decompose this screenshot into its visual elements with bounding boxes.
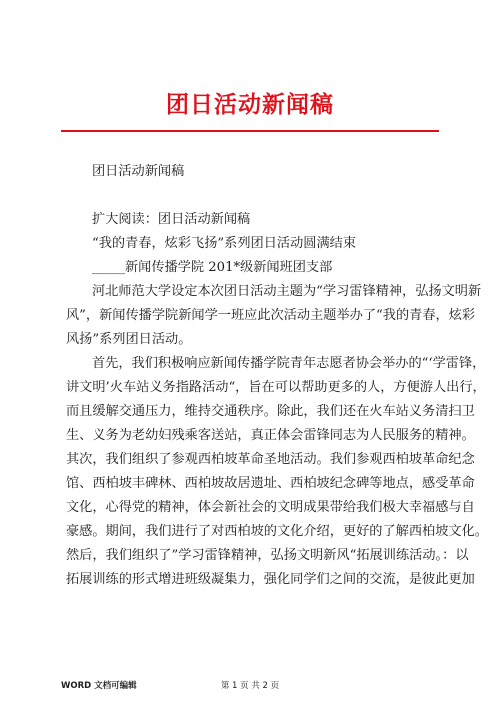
text-line: 豪感。期间，我们进行了对西柏坡的文化介绍，更好的了解西柏坡文化。 xyxy=(66,524,488,539)
title-divider xyxy=(61,130,439,132)
text-line: 生、义务为老幼妇残乘客送站，真正体会雷锋同志为人民服务的精神。 xyxy=(66,428,475,443)
text-line: 扩大阅读：团日活动新闻稿 xyxy=(92,212,251,227)
footer-page-number: 第 1 页 共 2 页 xyxy=(220,681,280,691)
footer-editable-note: WORD 文档可编辑 xyxy=(61,681,137,691)
text-line: 然后，我们组织了”学习雷锋精神，弘扬文明新风“拓展训练活动。：以 xyxy=(66,548,469,563)
blank-line xyxy=(66,184,441,208)
text-line: 风扬”系列团日活动。 xyxy=(66,332,192,347)
text-line: 首先，我们积极响应新闻传播学院青年志愿者协会举办的“‘学雷锋， xyxy=(92,356,486,371)
text-line: 团日活动新闻稿 xyxy=(92,164,185,179)
text-line: 河北师范大学设定本次团日活动主题为“学习雷锋精神，弘扬文明新 xyxy=(92,284,482,299)
text-line: 风”，新闻传播学院新闻学一班应此次活动主题举办了“我的青春，炫彩 xyxy=(66,308,476,323)
document-body xyxy=(66,160,488,592)
text-line: 文化，心得党的精神，体会新社会的文明成果带给我们极大幸福感与自 xyxy=(66,500,475,515)
text-line: “我的青春，炫彩飞扬”系列团日活动圆满结束 xyxy=(92,236,357,251)
text-line: 而且缓解交通压力，维持交通秩序。除此，我们还在火车站义务清扫卫 xyxy=(66,404,475,419)
text-line: _____新闻传播学院 201*级新闻班团支部 xyxy=(92,260,333,275)
document-title: 团日活动新闻稿 xyxy=(166,92,334,118)
text-line: 其次，我们组织了参观西柏坡革命圣地活动。我们参观西柏坡革命纪念 xyxy=(66,452,475,467)
text-line: 馆、西柏坡丰碑林、西柏坡故居遗址、西柏坡纪念碑等地点，感受革命 xyxy=(66,476,475,491)
text-line: 讲文明’火车站义务指路活动“，旨在可以帮助更多的人，方便游人出行， xyxy=(66,380,486,395)
text-line: 拓展训练的形式增进班级凝集力，强化同学们之间的交流，是彼此更加 xyxy=(66,572,475,587)
